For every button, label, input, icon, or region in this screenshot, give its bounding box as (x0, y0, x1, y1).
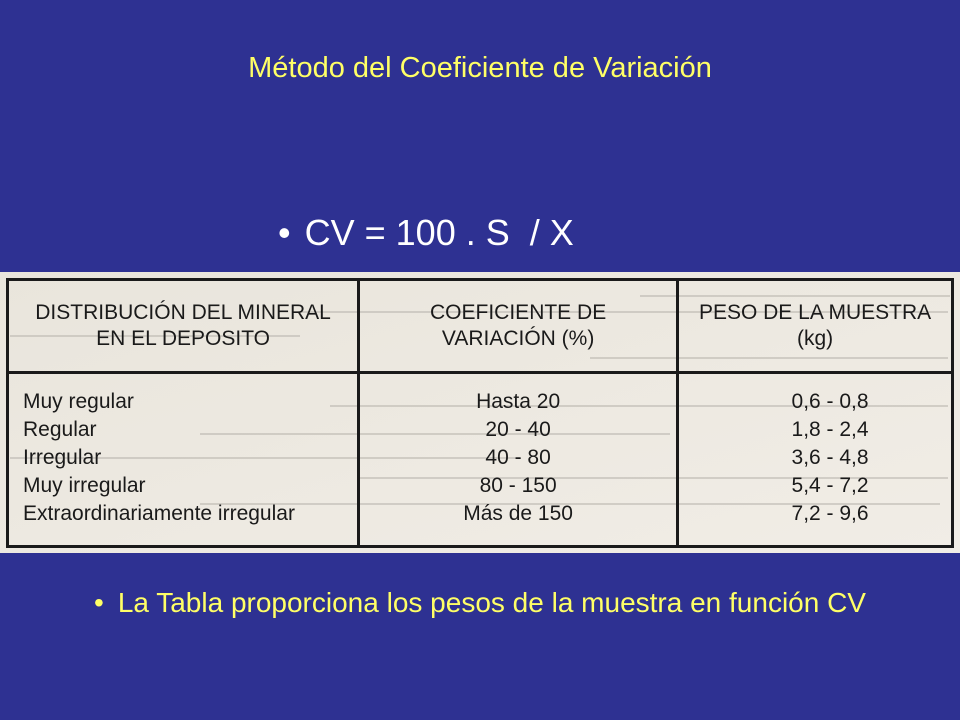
table-cell-distribution: Muy irregular (23, 474, 146, 497)
table-cell-distribution: Muy regular (23, 390, 134, 413)
header-weight-line1: PESO DE LA MUESTRA (698, 301, 932, 324)
coefficient-column (359, 373, 678, 547)
table-cell-weight: 7,2 - 9,6 (791, 502, 869, 525)
header-distribution (8, 280, 359, 373)
footer-bullet-item (30, 582, 930, 624)
bullet-icon: • (94, 587, 104, 618)
scanned-table-image (0, 272, 960, 553)
header-coefficient (359, 280, 678, 373)
table-cell-cv: Hasta 20 (476, 390, 561, 413)
header-weight-line2: (kg) (796, 327, 834, 350)
table-cell-distribution: Irregular (23, 446, 102, 469)
header-distribution-line1: DISTRIBUCIÓN DEL MINERAL (35, 301, 331, 324)
table-cell-weight: 5,4 - 7,2 (791, 474, 869, 497)
mineral-sample-table (6, 278, 954, 548)
slide-title: Método del Coeficiente de Variación (248, 52, 712, 84)
header-coefficient-line2: VARIACIÓN (%) (441, 327, 595, 350)
table-cell-cv: 20 - 40 (485, 418, 551, 441)
table-cell-distribution: Regular (23, 418, 97, 441)
bullet-icon: • (278, 212, 291, 253)
header-distribution-line2: EN EL DEPOSITO (96, 327, 270, 350)
table-cell-weight: 3,6 - 4,8 (791, 446, 869, 469)
header-coefficient-line1: COEFICIENTE DE (430, 301, 607, 324)
footer-text: La Tabla proporciona los pesos de la muestra en función CV (117, 587, 866, 618)
table-cell-cv: 80 - 150 (479, 474, 557, 497)
table-cell-distribution: Extraordinariamente irregular (23, 502, 295, 525)
distribution-column (8, 373, 359, 547)
formula-bullet-item (278, 212, 574, 254)
table-cell-cv: 40 - 80 (485, 446, 551, 469)
table-cell-weight: 1,8 - 2,4 (791, 418, 869, 441)
table-body-row (8, 373, 953, 547)
table-header-row (8, 280, 953, 373)
table-cell-weight: 0,6 - 0,8 (791, 390, 869, 413)
header-weight (678, 280, 953, 373)
formula-text: CV = 100 . S / X (304, 212, 574, 253)
weight-column (678, 373, 953, 547)
table-cell-cv: Más de 150 (463, 502, 573, 525)
